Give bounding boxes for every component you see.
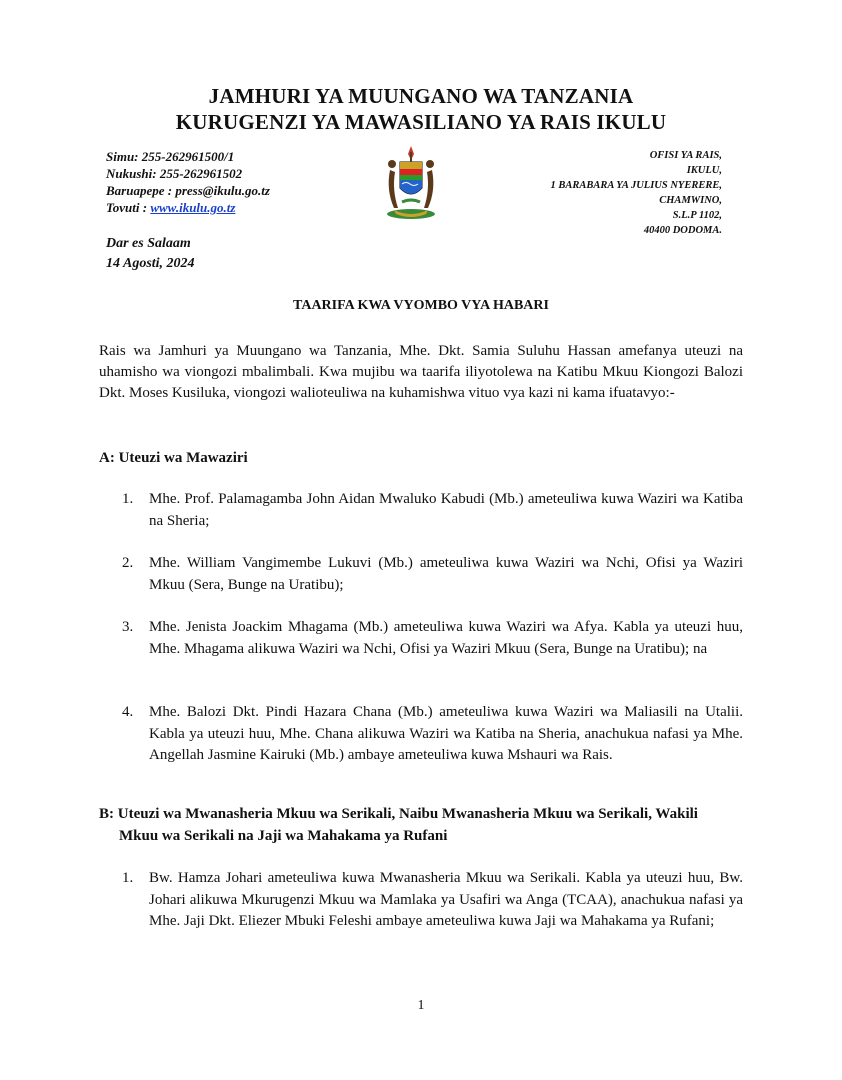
header-title-line2: KURUGENZI YA MAWASILIANO YA RAIS IKULU [175,110,667,134]
website-link[interactable]: www.ikulu.go.tz [150,200,236,215]
place-date-block [106,234,195,274]
press-release-heading: TAARIFA KWA VYOMBO VYA HABARI [293,298,549,313]
list-item: Bw. Hamza Johari ameteuliwa kuwa Mwanasheria Mkuu wa Serikali. Kabla ya uteuzi huu, Bw. Johari alikuwa Mkurugenzi Mkuu wa Mamlaka ya Usafiri wa Anga (TCAA), anachukua nafasi ya Mhe. Jaji Dkt. Eliezer Mbuki Feleshi ambaye ameteuliwa kuwa Jaji wa Mahakama ya Rufani; [149,870,743,929]
page-number: 1 [417,998,425,1013]
tanzania-coat-of-arms-icon [380,140,442,222]
header-title-line1: JAMHURI YA MUUNGANO WA TANZANIA [208,84,634,108]
website-label: Tovuti : [106,200,151,215]
address-line: IKULU, [686,165,722,176]
address-line: CHAMWINO, [659,195,722,206]
address-line: 1 BARABARA YA JULIUS NYERERE, [550,180,722,191]
list-item-number: 2. [122,555,134,571]
section-b-title [99,804,749,847]
list-item-number: 4. [122,704,134,720]
fax-text: Nukushi: 255-262961502 [106,166,243,181]
address-line: 40400 DODOMA. [643,225,722,236]
address-line: S.L.P 1102, [672,210,722,221]
section-b-title-line2: Mkuu wa Serikali na Jaji wa Mahakama ya Rufani [119,827,448,844]
website-row [106,199,270,216]
address-line: OFISI YA RAIS, [649,150,722,161]
place-text: Dar es Salaam [106,236,191,251]
contact-right-block [551,148,722,238]
email-text: Baruapepe : press@ikulu.go.tz [106,183,270,198]
contact-left-block [106,148,270,216]
intro-paragraph: Rais wa Jamhuri ya Muungano wa Tanzania, Mhe. Dkt. Samia Suluhu Hassan amefanya uteuzi na uhamisho wa viongozi mbalimbali. Kwa mujibu wa taarifa iliyotolewa na Katibu Mkuu Kiongozi Balozi Dkt. Moses Kusiluka, viongozi walioteuliwa na kuhamishwa vituo vya kazi ni kama ifuatavyo:- [99,343,743,401]
date-text: 14 Agosti, 2024 [106,256,195,271]
list-item-number: 1. [122,870,134,886]
list-item: Mhe. Jenista Joackim Mhagama (Mb.) ameteuliwa kuwa Waziri wa Afya. Kabla ya uteuzi huu, Mhe. Mhagama alikuwa Waziri wa Nchi, Ofisi ya Waziri Mkuu (Sera, Bunge na Uratibu); na [149,619,743,657]
section-b-title-line1: B: Uteuzi wa Mwanasheria Mkuu wa Serikali, Naibu Mwanasheria Mkuu wa Serikali, Wakili [99,806,698,822]
section-a-title: A: Uteuzi wa Mawaziri [99,450,248,466]
phone-text: Simu: 255-262961500/1 [106,149,235,164]
list-item-number: 3. [122,619,134,635]
list-item: Mhe. William Vangimembe Lukuvi (Mb.) ameteuliwa kuwa Waziri wa Nchi, Ofisi ya Waziri Mkuu (Sera, Bunge na Uratibu); [149,555,743,593]
list-item: Mhe. Balozi Dkt. Pindi Hazara Chana (Mb.) ameteuliwa kuwa Waziri wa Maliasili na Utalii. Kabla ya uteuzi huu, Mhe. Chana alikuwa Waziri wa Katiba na Sheria, anachukua nafasi ya Mhe. Angellah Jasmine Kairuki (Mb.) ambaye ameteuliwa kuwa Mshauri wa Rais. [149,704,743,763]
list-item-number: 1. [122,491,134,507]
list-item: Mhe. Prof. Palamagamba John Aidan Mwaluko Kabudi (Mb.) ameteuliwa kuwa Waziri wa Katiba na Sheria; [149,491,743,529]
